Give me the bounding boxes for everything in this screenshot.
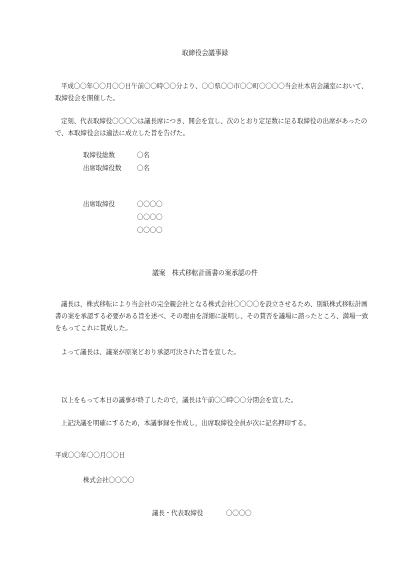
director-name: 〇〇〇〇 <box>137 226 163 234</box>
total-directors-value: 〇名 <box>137 151 150 159</box>
present-directors-label: 出席取締役数 <box>83 164 122 172</box>
director-name: 〇〇〇〇 <box>137 213 163 221</box>
total-directors-label: 取締役総数 <box>83 151 115 159</box>
document-title: 取締役会議事録 <box>181 49 229 57</box>
present-directors-list-label: 出席取締役 <box>83 200 115 208</box>
resolution-paragraph: よって議長は、議案が原案どおり承認可決された旨を宣した。 <box>61 348 240 356</box>
opening-paragraph: 平成〇〇年〇〇月〇〇日午前〇〇時〇〇分より、〇〇県〇〇市〇〇町〇〇〇〇当会社本店会議室において、取締役会を開催した。 <box>55 82 368 102</box>
explanation-paragraph: 議長は，株式移転により当会社の完全親会社となる株式会社〇〇〇〇を設立させるため、別紙株式移転計画書の案を承認する必要がある旨を述べ、その理由を詳細に説明し、その賛否を議場に諮ったところ、満場一致をもってこれに賛成した。 <box>55 300 369 332</box>
signature-role: 議長・代表取締役 <box>152 509 204 517</box>
closing-paragraph: 以上をもって本日の議事が終了したので，議長は午前〇〇時〇〇分閉会を宣した。 <box>61 396 298 404</box>
signature-name: 〇〇〇〇 <box>226 509 252 517</box>
agenda-title: 議案 株式移転計画書の案承認の件 <box>152 269 258 277</box>
quorum-paragraph: 定刻、代表取締役〇〇〇〇は議長席につき、開会を宣し、次のとおり定足数に足る取締役の出席があったので、本取締役会は適法に成立した旨を告げた。 <box>55 117 368 137</box>
company-name: 株式会社〇〇〇〇 <box>83 476 135 484</box>
director-name: 〇〇〇〇 <box>137 200 163 208</box>
document-date: 平成〇〇年〇〇月〇〇日 <box>55 451 126 459</box>
certification-paragraph: 上記決議を明確にするため，本議事録を作成し，出席取締役全員が次に記名押印する。 <box>61 419 310 427</box>
present-directors-value: 〇名 <box>137 164 150 172</box>
